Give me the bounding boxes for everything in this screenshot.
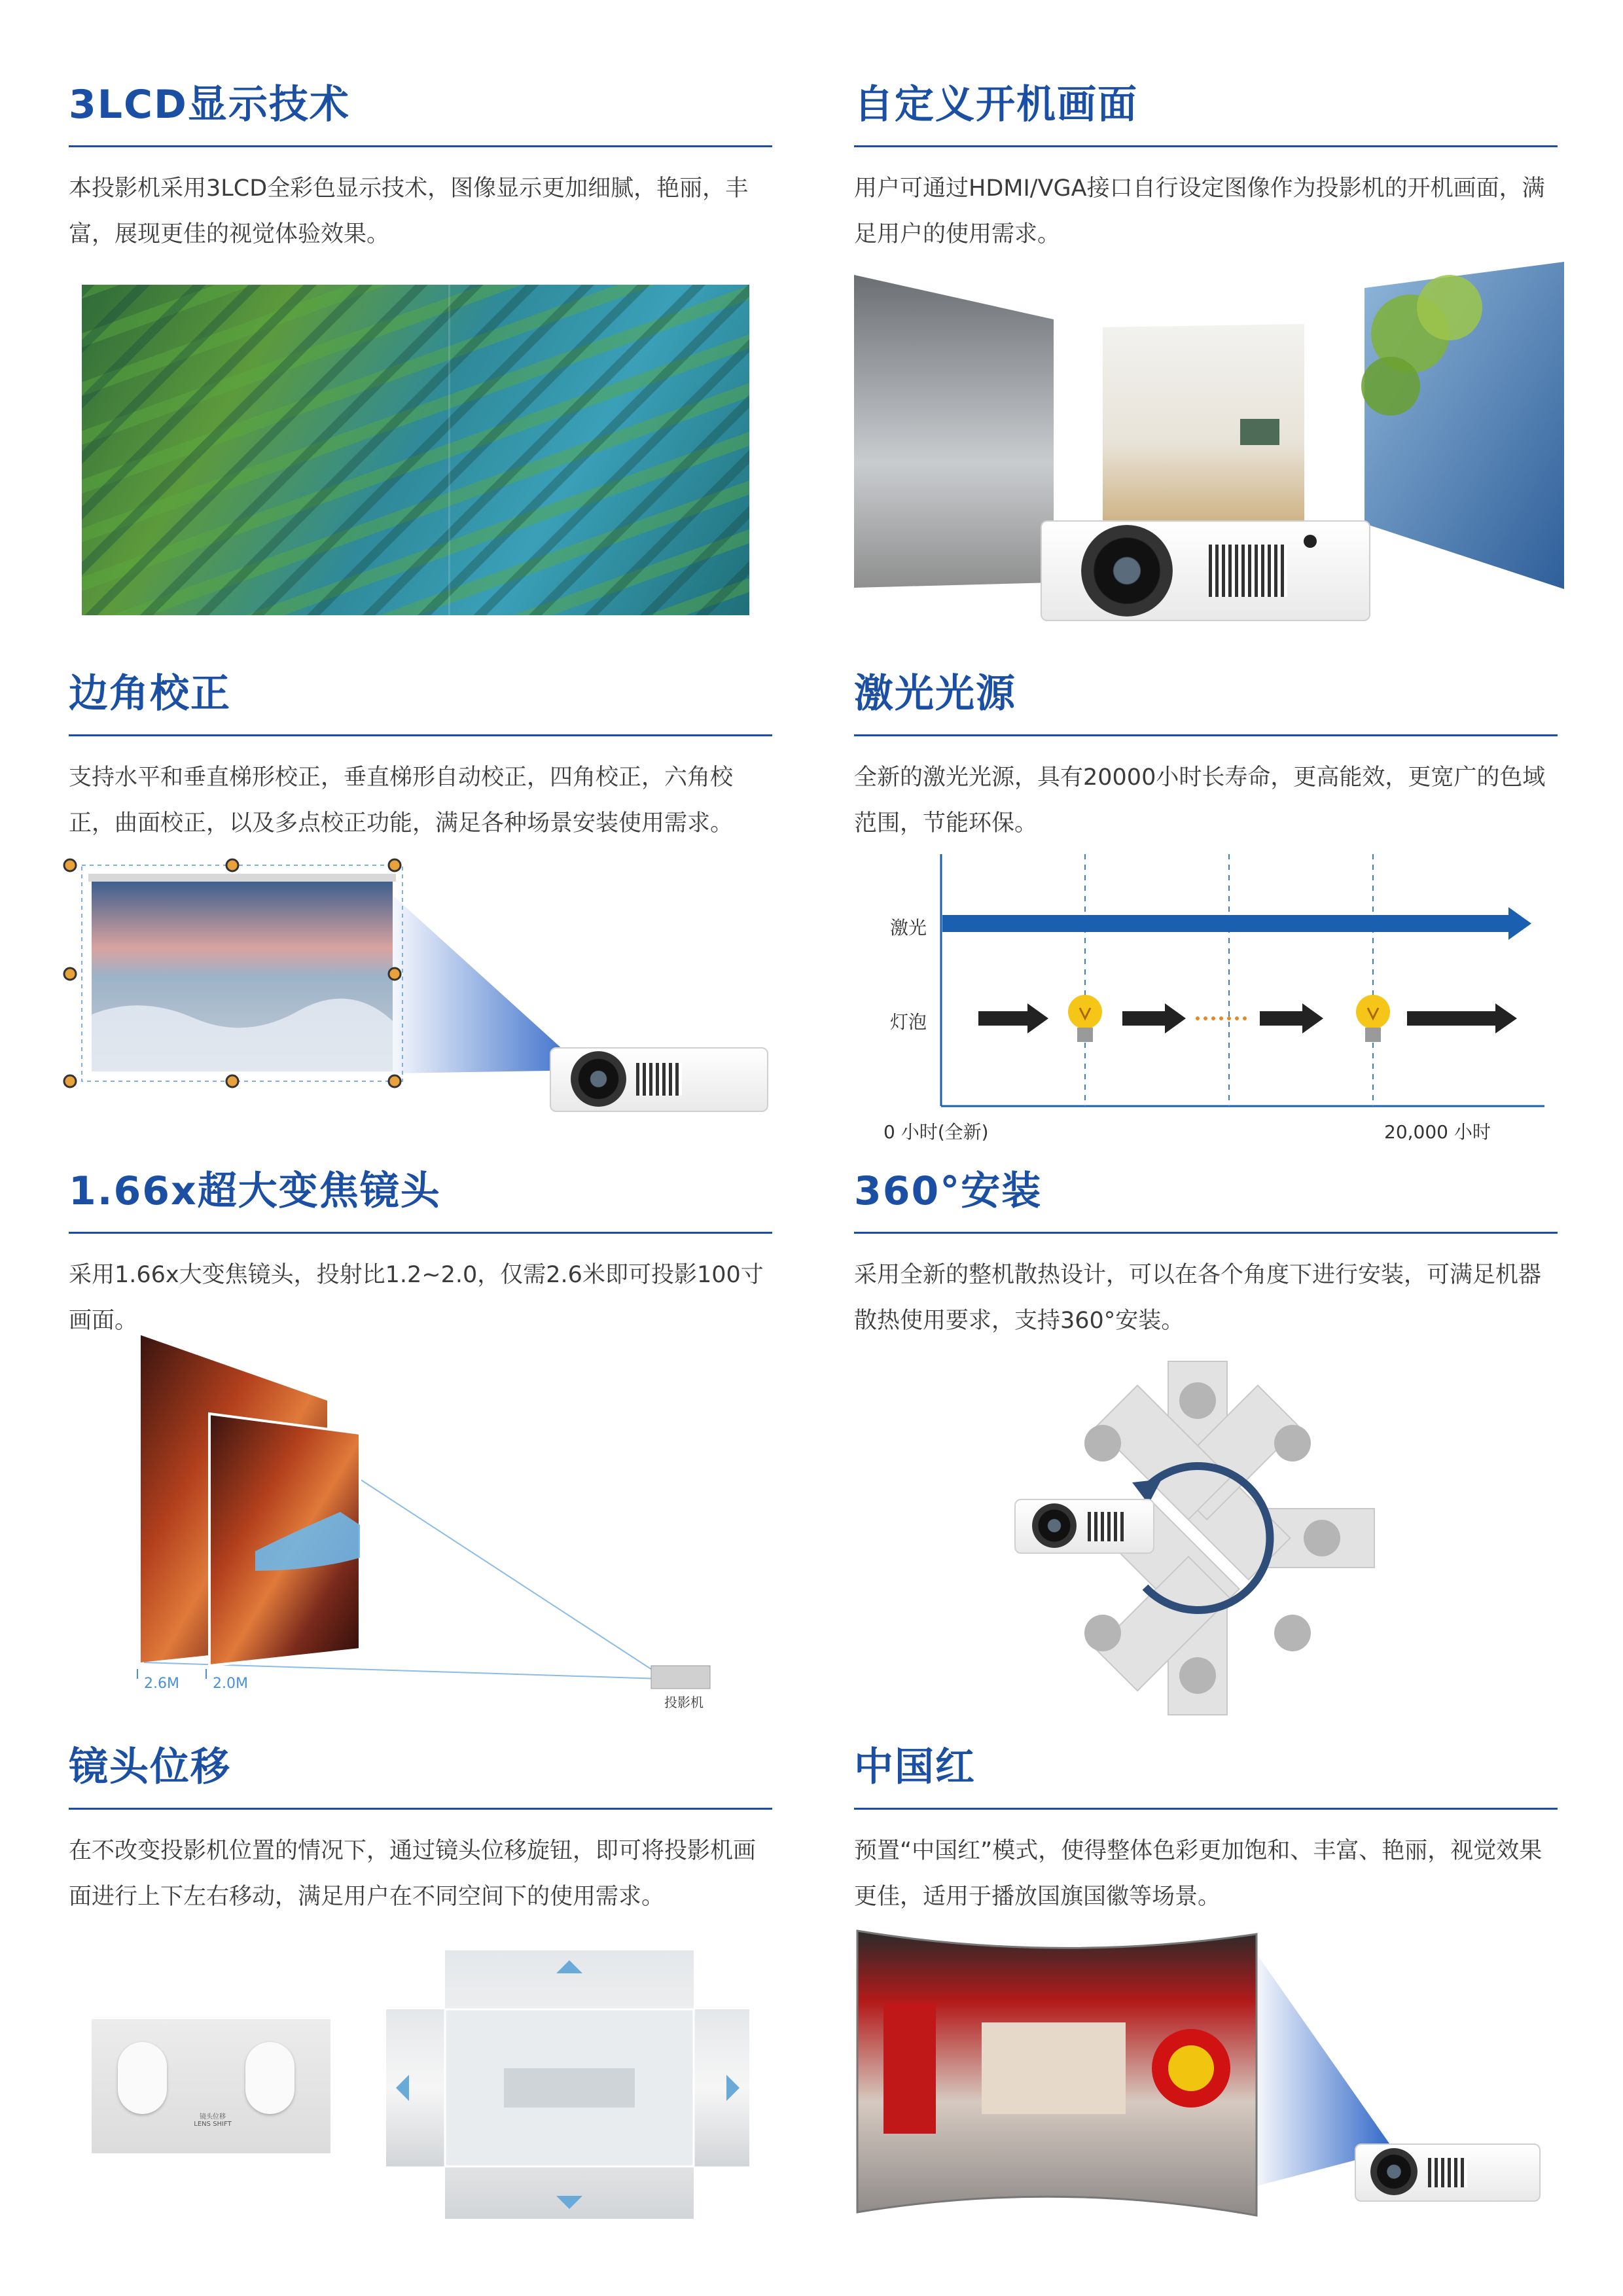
projector-label: 投影机 — [664, 1695, 704, 1710]
title-rule — [69, 734, 772, 736]
section-title: 激光光源 — [854, 671, 1016, 717]
section-text: 预置“中国红”模式，使得整体色彩更加饱和、丰富、艳丽，视觉效果更佳，适用于播放国旗国徽等场景。 — [854, 1838, 1543, 1910]
section-title: 自定义开机画面 — [854, 82, 1138, 128]
section-title: 中国红 — [854, 1744, 976, 1790]
projector-image — [1041, 520, 1370, 621]
title-rule — [69, 1232, 772, 1234]
section-text: 全新的激光光源，具有20000小时长寿命，更高能效，更宽广的色域范围，节能环保。 — [854, 764, 1546, 836]
title-rule — [854, 145, 1558, 147]
distance-label: 2.6M — [144, 1676, 179, 1692]
title-rule — [69, 145, 772, 147]
section-text: 用户可通过HDMI/VGA接口自行设定图像作为投影机的开机画面，满足用户的使用需求。 — [854, 175, 1545, 247]
section-boot-screen — [854, 82, 1558, 257]
projector-image — [1355, 2144, 1541, 2202]
section-keystone — [69, 671, 772, 846]
section-title: 360°安装 — [854, 1168, 1043, 1214]
keystone-figure — [62, 851, 782, 1113]
section-title: 1.66x超大变焦镜头 — [69, 1168, 441, 1214]
section-text: 支持水平和垂直梯形校正，垂直梯形自动校正，四角校正，六角校正，曲面校正，以及多点校正功能，满足各种场景安装使用需求。 — [69, 764, 734, 836]
section-lens-shift — [69, 1744, 772, 1920]
section-360-install — [854, 1168, 1558, 1344]
title-rule — [854, 1808, 1558, 1810]
section-text: 在不改变投影机位置的情况下，通过镜头位移旋钮，即可将投影机画面进行上下左右移动，满足用户在不同空间下的使用需求。 — [69, 1838, 757, 1910]
section-zoom-lens — [69, 1168, 772, 1344]
x-label-end: 20,000 小时 — [1384, 1121, 1491, 1143]
section-3lcd — [69, 82, 772, 257]
row-label-bulb: 灯泡 — [890, 1011, 927, 1033]
title-rule — [69, 1808, 772, 1810]
section-text: 采用全新的整机散热设计，可以在各个角度下进行安装，可满足机器散热使用要求，支持360°安装。 — [854, 1262, 1542, 1334]
lens-shift-panel — [92, 2019, 330, 2153]
section-title: 镜头位移 — [69, 1744, 231, 1790]
title-rule — [854, 1232, 1558, 1234]
panel-title-cn: 镜头位移 — [200, 2113, 226, 2121]
lens-shift-scene — [386, 1950, 753, 2219]
zoom-figure — [124, 1335, 753, 1710]
title-rule — [854, 734, 1558, 736]
row-label-laser: 激光 — [890, 917, 927, 939]
bulb-icon — [1356, 995, 1390, 1042]
interval-lines — [1085, 854, 1373, 1106]
section-text: 采用1.66x大变焦镜头，投射比1.2~2.0，仅需2.6米即可投影100寸画面。 — [69, 1262, 764, 1334]
panel-title-en: LENS SHIFT — [194, 2121, 232, 2128]
distance-label: 2.0M — [213, 1676, 248, 1692]
projector-image — [550, 1047, 768, 1112]
office-panel — [854, 275, 1054, 588]
laser-arrow — [942, 907, 1531, 940]
section-laser — [854, 671, 1558, 846]
projector-image — [651, 1666, 710, 1689]
china-red-figure — [851, 1924, 1571, 2225]
continuation-dots — [1196, 1016, 1247, 1020]
projector-image — [1014, 1499, 1154, 1554]
bulb-arrows — [978, 1003, 1517, 1033]
rotation-figure — [1014, 1361, 1381, 1715]
rice-terrace-image — [82, 285, 749, 615]
section-china-red — [854, 1744, 1558, 1920]
x-label-start: 0 小时(全新) — [883, 1121, 989, 1143]
lens-shift-knob — [245, 2042, 294, 2114]
bulb-icon — [1068, 995, 1102, 1042]
section-text: 本投影机采用3LCD全彩色显示技术，图像显示更加细腻，艳丽，丰富，展现更佳的视觉体验效果。 — [69, 175, 749, 247]
section-title: 3LCD显示技术 — [69, 82, 350, 128]
laser-vs-bulb-chart — [877, 851, 1571, 1152]
boot-screen-figure — [854, 262, 1567, 641]
lens-shift-knob — [118, 2042, 167, 2114]
section-title: 边角校正 — [69, 671, 231, 717]
